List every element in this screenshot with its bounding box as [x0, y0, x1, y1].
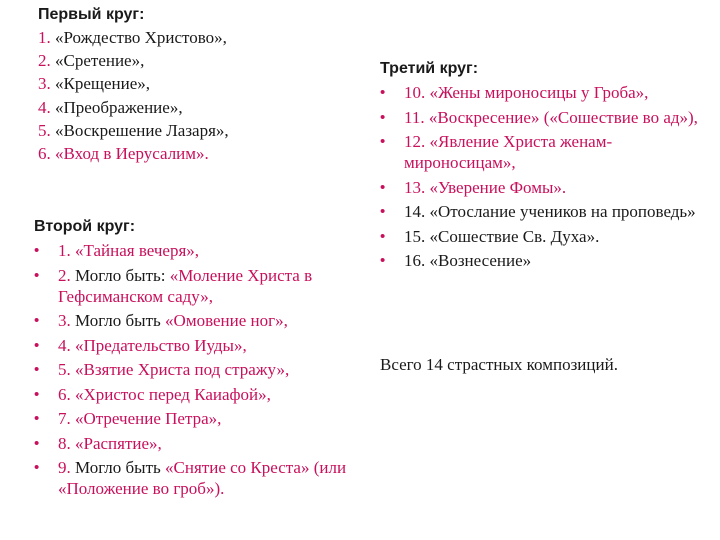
item-title: «Отречение Петра»,: [75, 409, 222, 428]
item-title: «Отослание учеников на проповедь»: [429, 202, 696, 221]
bullet-icon: •: [34, 459, 40, 476]
bullet-icon: •: [34, 242, 40, 259]
item-number: 15.: [404, 226, 426, 246]
item-title: «Взятие Христа под стражу»,: [75, 360, 290, 379]
bullet-icon: •: [34, 266, 40, 284]
item-number: 7.: [58, 409, 71, 428]
item-title: «Распятие»,: [75, 433, 162, 453]
first-circle-item: [38, 96, 358, 119]
third-circle-section: [380, 58, 716, 275]
first-circle-section: [38, 4, 358, 165]
item-title: «Уверение Фомы».: [429, 177, 567, 197]
item-prefix: Могло быть:: [75, 265, 166, 285]
bullet-icon: •: [380, 108, 386, 126]
item-number: 11.: [404, 107, 425, 127]
list-item: [34, 240, 364, 261]
item-number: 12.: [404, 132, 426, 151]
item-title: «Моление Христа в Гефсиманском саду»,: [58, 265, 313, 306]
item-title: «Рождество Христово»,: [55, 28, 227, 47]
list-item: [380, 82, 716, 103]
item-number: 2.: [58, 265, 71, 285]
second-circle-section: [34, 216, 364, 503]
second-circle-heading: Второй круг:: [34, 218, 136, 235]
item-title: «Омовение ног»,: [165, 311, 288, 330]
list-item: [34, 408, 364, 429]
total-compositions-text: Всего 14 страстных композиций.: [380, 355, 618, 374]
item-number: 4.: [58, 335, 71, 355]
bullet-icon: •: [34, 336, 40, 354]
item-number: 6.: [58, 384, 71, 404]
first-circle-item: [38, 72, 358, 95]
first-circle-item: [38, 26, 358, 49]
list-item: [34, 384, 364, 405]
item-prefix: Могло быть: [75, 458, 161, 477]
item-number: 14.: [404, 202, 426, 221]
item-number: 5.: [38, 120, 51, 140]
list-item: [34, 310, 364, 331]
bullet-icon: •: [380, 252, 386, 269]
item-title: «Крещение»,: [55, 74, 151, 94]
item-number: 8.: [58, 433, 71, 453]
bullet-icon: •: [34, 312, 40, 329]
bullet-icon: •: [34, 361, 40, 378]
bullet-icon: •: [34, 385, 40, 403]
item-number: 10.: [404, 83, 426, 102]
third-circle-list: [380, 82, 716, 271]
first-circle-item: [38, 119, 358, 142]
first-circle-heading: Первый круг:: [38, 6, 145, 23]
item-number: 5.: [58, 360, 71, 379]
item-number: 2.: [38, 51, 51, 71]
item-title: «Тайная вечеря»,: [75, 241, 200, 260]
bullet-icon: •: [380, 203, 386, 220]
item-title: «Явление Христа женам-мироносицам»,: [404, 132, 613, 172]
total-section: [380, 354, 716, 376]
item-number: 13.: [404, 177, 426, 197]
list-item: [380, 107, 716, 128]
bullet-icon: •: [380, 84, 386, 101]
item-title: «Вознесение»: [429, 251, 532, 270]
second-circle-list: [34, 240, 364, 499]
list-item: [380, 131, 716, 173]
list-item: [34, 335, 364, 356]
item-title: «Вход в Иерусалим».: [55, 144, 209, 164]
list-item: [380, 226, 716, 247]
bullet-icon: •: [380, 178, 386, 196]
item-number: 1.: [38, 28, 51, 47]
item-title: «Жены мироносицы у Гроба»,: [429, 83, 649, 102]
item-number: 3.: [38, 74, 51, 94]
bullet-icon: •: [34, 434, 40, 452]
item-prefix: Могло быть: [75, 311, 161, 330]
item-number: 3.: [58, 311, 71, 330]
list-item: [380, 201, 716, 222]
list-item: [34, 457, 364, 499]
item-title: «Снятие со Креста» (или «Положение во гроб»).: [58, 458, 347, 498]
item-title: «Преображение»,: [55, 97, 183, 117]
item-title: «Христос перед Каиафой»,: [75, 384, 271, 404]
bullet-icon: •: [380, 133, 386, 150]
item-title: «Сретение»,: [55, 51, 145, 71]
first-circle-item: [38, 49, 358, 72]
item-number: 4.: [38, 97, 51, 117]
item-number: 9.: [58, 458, 71, 477]
item-title: «Воскрешение Лазаря»,: [55, 120, 229, 140]
item-number: 16.: [404, 251, 426, 270]
item-title: «Сошествие Св. Духа».: [429, 226, 600, 246]
list-item: [34, 265, 364, 307]
item-title: «Воскресение» («Сошествие во ад»),: [428, 107, 698, 127]
bullet-icon: •: [34, 410, 40, 427]
item-number: 1.: [58, 241, 71, 260]
first-circle-item: [38, 142, 358, 165]
list-item: [380, 250, 716, 271]
list-item: [34, 359, 364, 380]
item-number: 6.: [38, 144, 51, 164]
third-circle-heading: Третий круг:: [380, 60, 479, 77]
list-item: [380, 177, 716, 198]
bullet-icon: •: [380, 227, 386, 245]
item-title: «Предательство Иуды»,: [75, 335, 247, 355]
list-item: [34, 433, 364, 454]
